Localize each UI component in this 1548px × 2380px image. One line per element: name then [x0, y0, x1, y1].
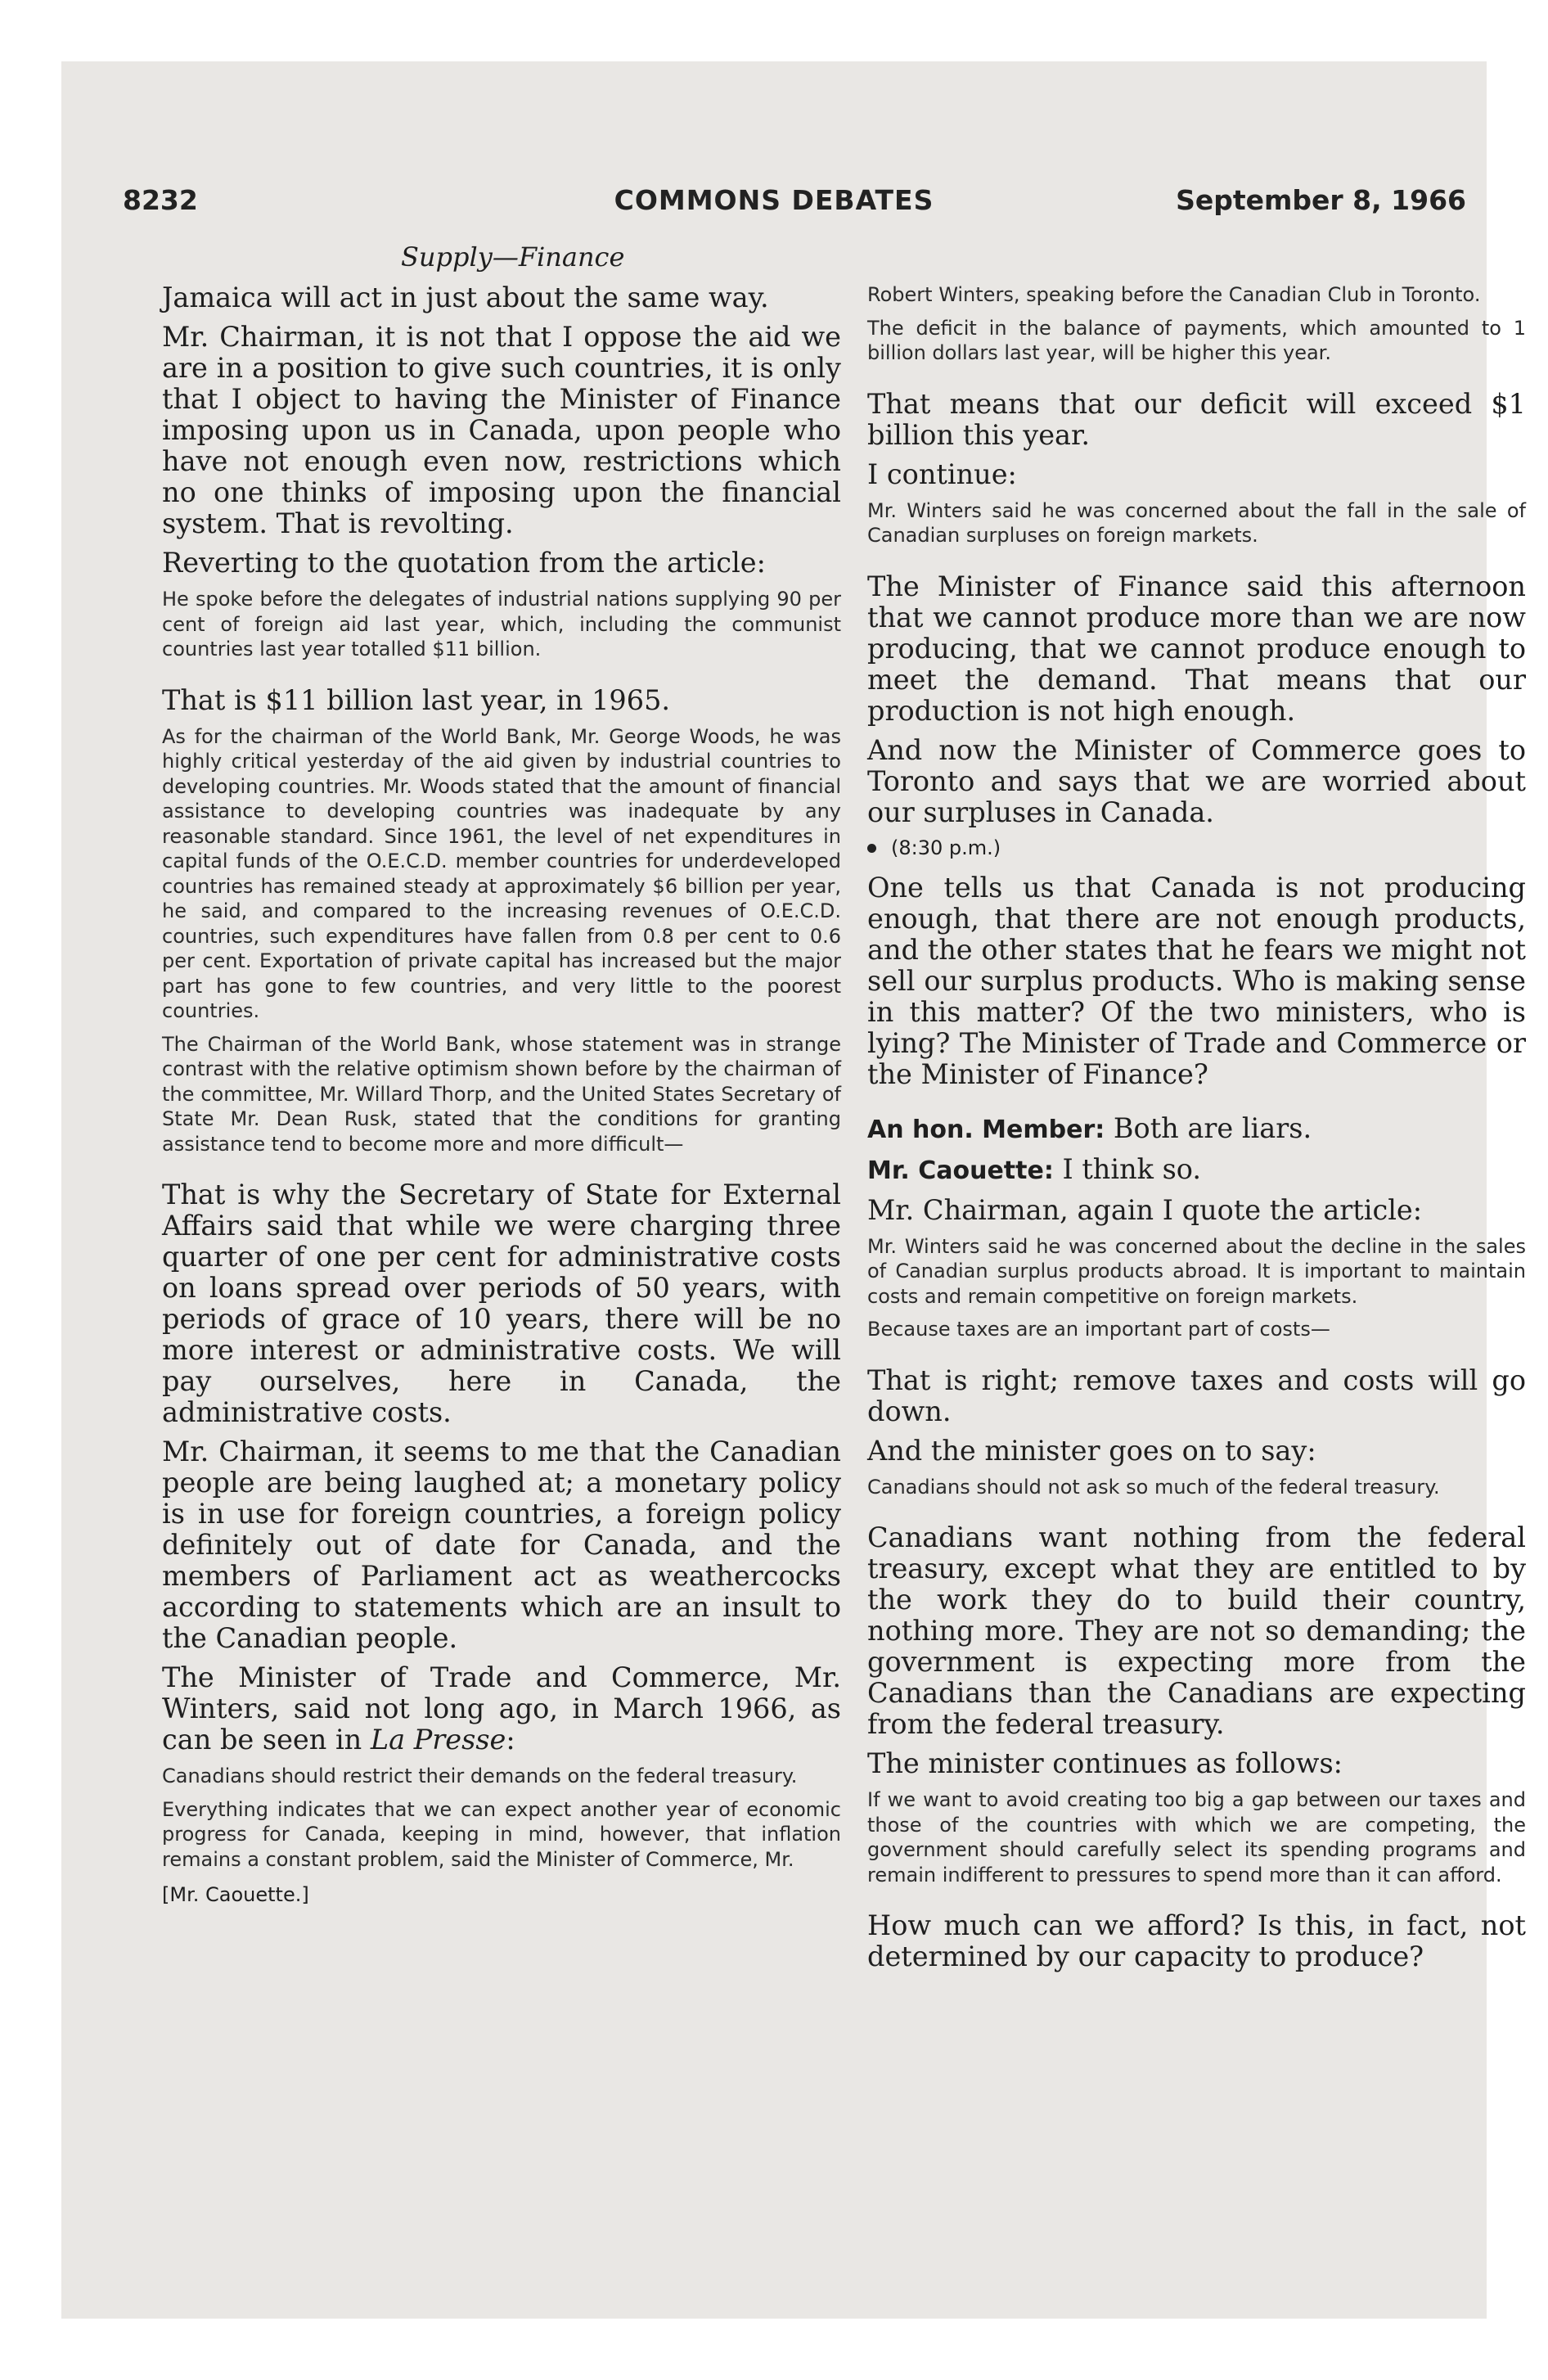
page-number: 8232	[123, 184, 198, 216]
paragraph: Mr. Chairman, again I quote the article:	[867, 1193, 1423, 1226]
paragraph: And the minister goes on to say:	[867, 1434, 1316, 1467]
block-quote: If we want to avoid creating too big a gap between our taxes and those of the countries with which we are competing, the government should carefully select its spending programs and remain indifferent to pressures to spend more than it can afford.	[867, 1788, 1526, 1886]
block-quote: Canadians should not ask so much of the federal treasury.	[867, 1475, 1440, 1499]
paragraph: That is right; remove taxes and costs will go down.	[867, 1364, 1526, 1427]
bullet-icon	[867, 844, 876, 853]
speaker-text: Both are liars.	[1105, 1111, 1312, 1144]
running-head: Supply—Finance	[401, 241, 625, 273]
paragraph-text: :	[506, 1724, 515, 1756]
paragraph: That is why the Secretary of State for External Affairs said that while we were charging three quarter of one per cent for administrative costs on loans spread over periods of 50 years, with periods of grace of 10 years, there will be no more interest or administrative costs. We will pay ourselves, here in Canada, the administrative costs.	[162, 1179, 841, 1428]
paragraph: And now the Minister of Commerce goes to Toronto and says that we are worried about our surpluses in Canada.	[867, 733, 1526, 828]
paragraph: I continue:	[867, 458, 1017, 490]
page-header	[61, 184, 1487, 233]
speaker-line	[867, 1154, 1526, 1187]
speaker-name: An hon. Member:	[867, 1115, 1105, 1144]
block-quote: Because taxes are an important part of costs—	[867, 1318, 1330, 1341]
paragraph: Mr. Chairman, it is not that I oppose the aid we are in a position to give such countries, it is only that I object to having the Minister of Finance imposing upon us in Canada, upon people who have not enough even now, restrictions which no one thinks of imposing upon the financial system. That is revolting.	[162, 321, 841, 539]
speaker-name: Mr. Caouette:	[867, 1156, 1054, 1185]
paragraph: That is $11 billion last year, in 1965.	[162, 683, 671, 716]
page-sheet	[61, 61, 1526, 2319]
left-column	[162, 241, 841, 1906]
block-quote: Canadians should restrict their demands on the federal treasury.	[162, 1765, 798, 1787]
right-column	[867, 282, 1526, 1981]
block-quote: Mr. Winters said he was concerned about the fall in the sale of Canadian surpluses on foreign markets.	[867, 498, 1526, 547]
paragraph: How much can we afford? Is this, in fact, not determined by our capacity to produce?	[867, 1909, 1526, 1972]
paragraph: Mr. Chairman, it seems to me that the Canadian people are being laughed at; a monetary policy is in use for foreign countries, a foreign policy definitely out of date for Canada, and the members of Parliament act as weathercocks according to statements which are an insult to the Canadian people.	[162, 1436, 841, 1654]
publication-title: COMMONS DEBATES	[614, 184, 934, 216]
block-quote: As for the chairman of the World Bank, Mr. George Woods, he was highly critical yesterday of the aid given by industrial countries to developing countries. Mr. Woods stated that the amount of financial assistance to developing countries was inadequate by any reasonable standard. Since 1961, the level of net expenditures in capital funds of the O.E.C.D. member countries for underdeveloped countries has remained steady at approximately $6 billion per year, he said, and compared to the increasing revenues of O.E.C.D. countries, such expenditures have fallen from 0.8 per cent to 0.6 per cent. Exportation of private capital has increased but the major part has gone to few countries, and very little to the poorest countries.	[162, 724, 841, 1022]
paragraph: Jamaica will act in just about the same way.	[162, 282, 769, 313]
page-date: September 8, 1966	[1176, 184, 1466, 216]
source-title: La Presse	[370, 1724, 506, 1756]
paragraph: That means that our deficit will exceed $1 billion this year.	[867, 387, 1526, 451]
block-quote: He spoke before the delegates of industrial nations supplying 90 per cent of foreign aid last year, which, including the communist countries last year totalled $11 billion.	[162, 588, 841, 660]
speaker-text: I think so.	[1053, 1152, 1202, 1185]
paragraph: The minister continues as follows:	[867, 1747, 1343, 1779]
block-quote: Everything indicates that we can expect another year of economic progress for Canada, keeping in mind, however, that inflation remains a constant problem, said the Minister of Commerce, Mr.	[162, 1797, 841, 1871]
block-quote: The Chairman of the World Bank, whose statement was in strange contrast with the relative optimism shown before by the chairman of the committee, Mr. Willard Thorp, and the United States Secretary of State Mr. Dean Rusk, stated that the conditions for granting assistance tend to become more and more difficult—	[162, 1032, 841, 1156]
paragraph: Reverting to the quotation from the article:	[162, 547, 766, 579]
speaker-attribution: [Mr. Caouette.]	[162, 1883, 309, 1906]
paragraph: The Minister of Finance said this afternoon that we cannot produce more than we are now producing, that we cannot produce enough to meet the demand. That means that our production is not high enough.	[867, 570, 1526, 727]
speaker-line	[867, 1113, 1526, 1146]
time-marker	[867, 836, 1526, 859]
paragraph: Canadians want nothing from the federal treasury, except what they are entitled to by the work they do to build their country, nothing more. They are not so demanding; the government is expecting more from the Canadians than the Canadians are expecting from the federal treasury.	[867, 1521, 1526, 1740]
block-quote: Mr. Winters said he was concerned about the decline in the sales of Canadian surplus products abroad. It is important to maintain costs and remain competitive on foreign markets.	[867, 1234, 1526, 1308]
block-quote: The deficit in the balance of payments, which amounted to 1 billion dollars last year, will be higher this year.	[867, 316, 1526, 364]
block-quote: Robert Winters, speaking before the Canadian Club in Toronto.	[867, 283, 1481, 306]
paragraph-text: The Minister of Trade and Commerce, Mr. Winters, said not long ago, in March 1966, as can be seen in	[162, 1661, 841, 1756]
paragraph	[162, 1662, 841, 1756]
time-marker-text: (8:30 p.m.)	[891, 836, 1001, 859]
paragraph: One tells us that Canada is not producing enough, that there are not enough products, and the other states that he fears we might not sell our surplus products. Who is making sense in this matter? Of the two ministers, who is lying? The Minister of Trade and Commerce or the Minister of Finance?	[867, 871, 1526, 1090]
